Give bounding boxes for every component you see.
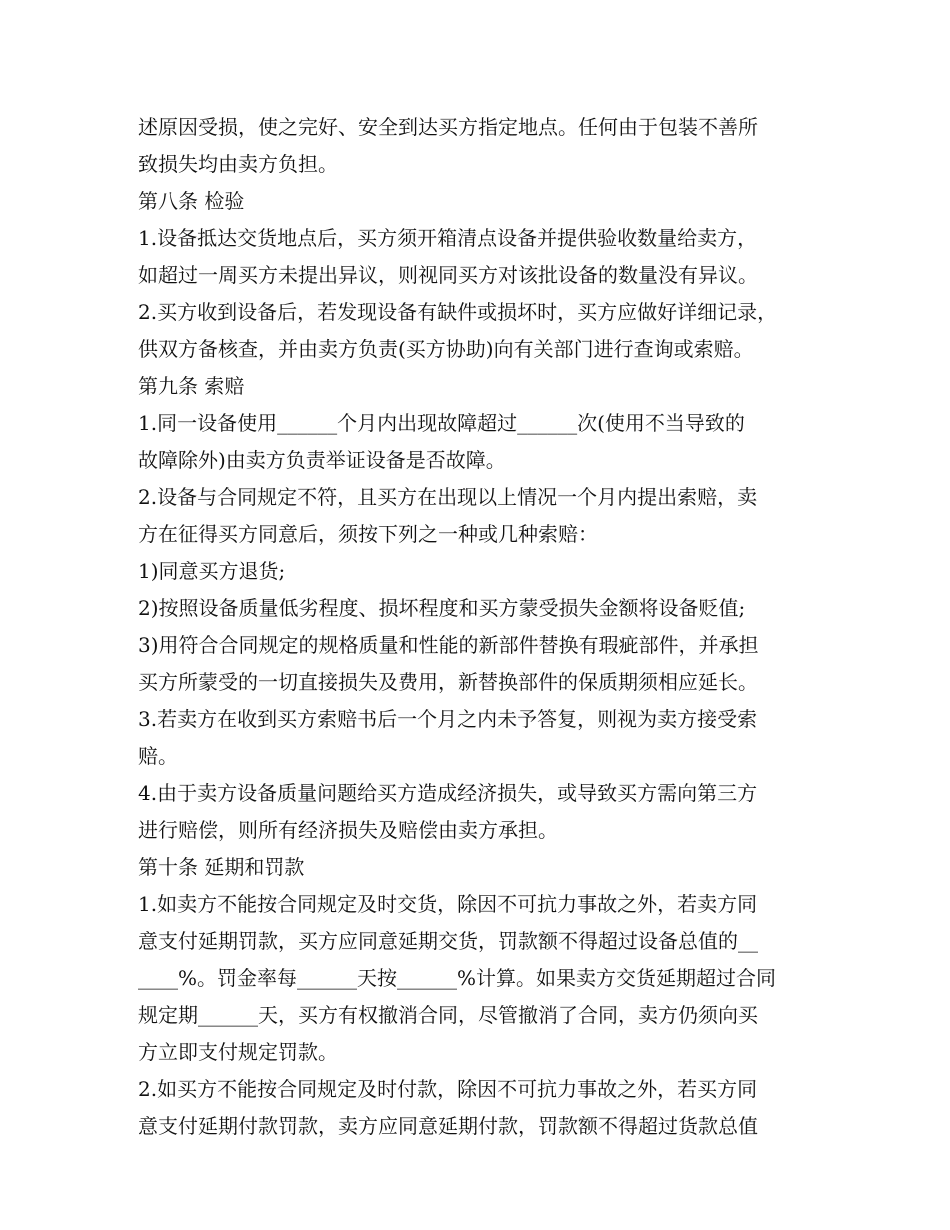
text-line: 4.由于卖方设备质量问题给买方造成经济损失，或导致买方需向第三方 [138, 781, 758, 805]
section-heading-article-9: 第九条 索赔 [138, 374, 245, 398]
section-heading-article-8: 第八条 检验 [138, 189, 245, 213]
text-line: 故障除外)由卖方负责举证设备是否故障。 [138, 448, 506, 472]
text-line: 3)用符合合同规定的规格质量和性能的新部件替换有瑕疵部件，并承担 [138, 633, 759, 657]
text-line: 3.若卖方在收到买方索赔书后一个月之内未予答复，则视为卖方接受索 [138, 707, 758, 731]
text-line: 致损失均由卖方负担。 [138, 152, 338, 176]
text-line: 1.设备抵达交货地点后，买方须开箱清点设备并提供验收数量给卖方， [138, 226, 758, 250]
text-line: 赔。 [138, 744, 178, 768]
text-line: 2)按照设备质量低劣程度、损坏程度和买方蒙受损失金额将设备贬值; [138, 596, 746, 620]
text-line: 进行赔偿，则所有经济损失及赔偿由卖方承担。 [138, 818, 558, 842]
text-line: 买方所蒙受的一切直接损失及费用，新替换部件的保质期须相应延长。 [138, 670, 758, 694]
text-line: 规定期______天，买方有权撤消合同，尽管撤消了合同，卖方仍须向买 [138, 1003, 758, 1027]
text-line: 1.如卖方不能按合同规定及时交货，除因不可抗力事故之外，若卖方同 [138, 892, 758, 916]
text-line: 2.设备与合同规定不符，且买方在出现以上情况一个月内提出索赔，卖 [138, 485, 758, 509]
text-line: 2.如买方不能按合同规定及时付款，除因不可抗力事故之外，若买方同 [138, 1077, 758, 1101]
text-line: 1)同意买方退货; [138, 559, 286, 583]
text-line: 意支付延期付款罚款，卖方应同意延期付款，罚款额不得超过货款总值 [138, 1114, 758, 1138]
contract-text [138, 109, 828, 1145]
text-line: ____%。罚金率每______天按______%计算。如果卖方交货延期超过合同 [138, 966, 777, 990]
text-line: 述原因受损，使之完好、安全到达买方指定地点。任何由于包装不善所 [138, 115, 758, 139]
text-line: 供双方备核查，并由卖方负责(买方协助)向有关部门进行查询或索赔。 [138, 337, 754, 361]
text-line: 2.买方收到设备后，若发现设备有缺件或损坏时，买方应做好详细记录， [138, 300, 778, 324]
text-line: 如超过一周买方未提出异议，则视同买方对该批设备的数量没有异议。 [138, 263, 758, 287]
text-line: 方在征得买方同意后，须按下列之一种或几种索赔： [138, 522, 598, 546]
text-line: 1.同一设备使用______个月内出现故障超过______次(使用不当导致的 [138, 411, 745, 435]
section-heading-article-10: 第十条 延期和罚款 [138, 855, 305, 879]
text-line: 意支付延期罚款，买方应同意延期交货，罚款额不得超过设备总值的__ [138, 929, 758, 953]
text-line: 方立即支付规定罚款。 [138, 1040, 338, 1064]
